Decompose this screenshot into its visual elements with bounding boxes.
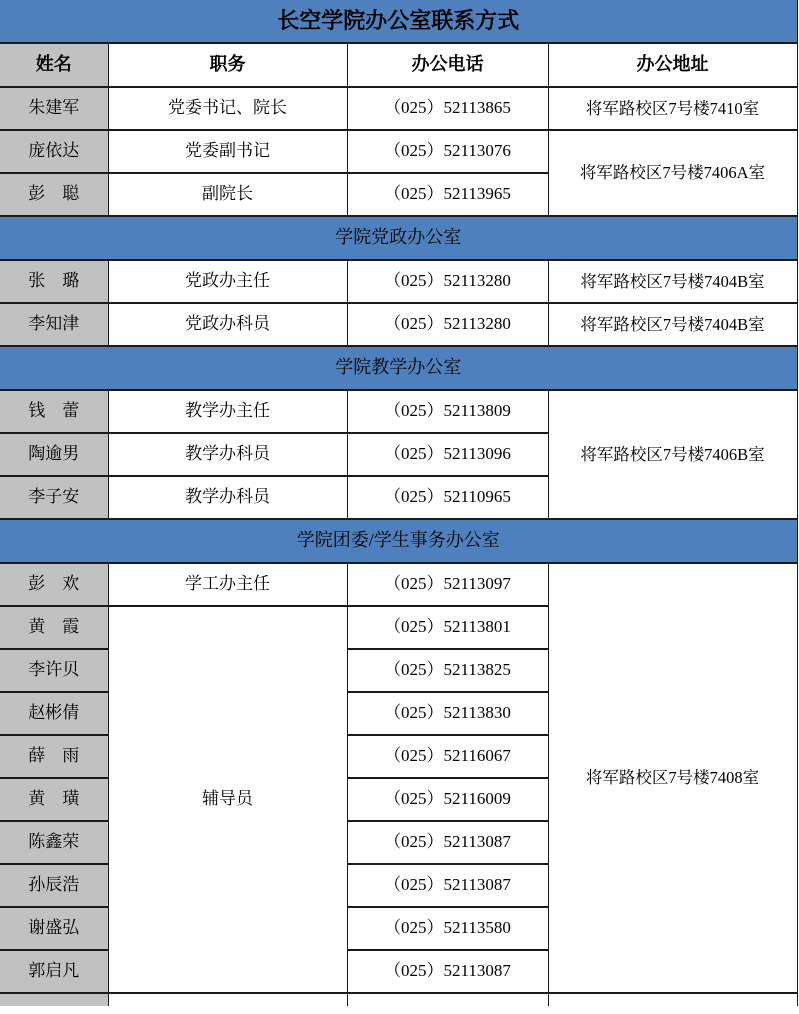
column-header-row — [0, 43, 797, 87]
phone-cell: （025）52113097 — [347, 563, 548, 606]
phone-cell: （025）52113280 — [347, 260, 548, 303]
address-cell — [548, 993, 797, 1006]
position-cell: 教学办主任 — [108, 390, 347, 433]
phone-cell: （025）52113087 — [347, 821, 548, 864]
position-cell: 教学办科员 — [108, 476, 347, 519]
name-cell: 李知津 — [0, 303, 108, 346]
position-cell: 教学办科员 — [108, 433, 347, 476]
phone-cell: （025）52113087 — [347, 864, 548, 907]
phone-cell: （025）52113965 — [347, 173, 548, 216]
col-header-position: 职务 — [108, 43, 347, 87]
name-cell: 黄 霞 — [0, 606, 108, 649]
section-header-row — [0, 216, 797, 260]
phone-cell: （025）52113076 — [347, 130, 548, 173]
name-cell: 张 璐 — [0, 260, 108, 303]
phone-cell: （025）52113801 — [347, 606, 548, 649]
position-cell: 辅导员 — [108, 606, 347, 993]
col-header-phone: 办公电话 — [347, 43, 548, 87]
section-header-row — [0, 519, 797, 563]
address-cell: 将军路校区7号楼7408室 — [548, 563, 797, 993]
position-cell — [108, 993, 347, 1006]
phone-cell — [347, 993, 548, 1006]
table-row — [0, 390, 797, 433]
section-header: 学院党政办公室 — [0, 216, 797, 260]
name-cell: 彭 欢 — [0, 563, 108, 606]
phone-cell: （025）52116067 — [347, 735, 548, 778]
address-cell: 将军路校区7号楼7410室 — [548, 87, 797, 130]
table-row — [0, 87, 797, 130]
position-cell: 学工办主任 — [108, 563, 347, 606]
position-cell: 副院长 — [108, 173, 347, 216]
page-title: 长空学院办公室联系方式 — [0, 0, 797, 43]
table-row — [0, 563, 797, 606]
position-cell: 党政办主任 — [108, 260, 347, 303]
name-cell: 彭 聪 — [0, 173, 108, 216]
phone-cell: （025）52113825 — [347, 649, 548, 692]
name-cell: 李子安 — [0, 476, 108, 519]
name-cell: 朱建军 — [0, 87, 108, 130]
name-cell: 陈鑫荣 — [0, 821, 108, 864]
table-title-row — [0, 0, 797, 43]
name-cell: 薛 雨 — [0, 735, 108, 778]
name-cell — [0, 993, 108, 1006]
name-cell: 郭启凡 — [0, 950, 108, 993]
name-cell: 黄 璜 — [0, 778, 108, 821]
section-header: 学院教学办公室 — [0, 346, 797, 390]
phone-cell: （025）52113865 — [347, 87, 548, 130]
address-cell: 将军路校区7号楼7404B室 — [548, 303, 797, 346]
section-header: 学院团委/学生事务办公室 — [0, 519, 797, 563]
position-cell: 党政办科员 — [108, 303, 347, 346]
col-header-address: 办公地址 — [548, 43, 797, 87]
phone-cell: （025）52113580 — [347, 907, 548, 950]
name-cell: 钱 蕾 — [0, 390, 108, 433]
table-row — [0, 303, 797, 346]
col-header-name: 姓名 — [0, 43, 108, 87]
position-cell: 党委书记、院长 — [108, 87, 347, 130]
phone-cell: （025）52116009 — [347, 778, 548, 821]
name-cell: 赵彬倩 — [0, 692, 108, 735]
table-row — [0, 260, 797, 303]
name-cell: 陶逾男 — [0, 433, 108, 476]
phone-cell: （025）52113087 — [347, 950, 548, 993]
name-cell: 庞依达 — [0, 130, 108, 173]
phone-cell: （025）52113096 — [347, 433, 548, 476]
phone-cell: （025）52113830 — [347, 692, 548, 735]
name-cell: 李许贝 — [0, 649, 108, 692]
name-cell: 谢盛弘 — [0, 907, 108, 950]
address-cell: 将军路校区7号楼7406B室 — [548, 390, 797, 519]
table-row — [0, 130, 797, 173]
phone-cell: （025）52110965 — [347, 476, 548, 519]
partial-row — [0, 993, 797, 1006]
section-header-row — [0, 346, 797, 390]
address-cell: 将军路校区7号楼7404B室 — [548, 260, 797, 303]
phone-cell: （025）52113280 — [347, 303, 548, 346]
name-cell: 孙辰浩 — [0, 864, 108, 907]
address-cell: 将军路校区7号楼7406A室 — [548, 130, 797, 216]
position-cell: 党委副书记 — [108, 130, 347, 173]
phone-cell: （025）52113809 — [347, 390, 548, 433]
